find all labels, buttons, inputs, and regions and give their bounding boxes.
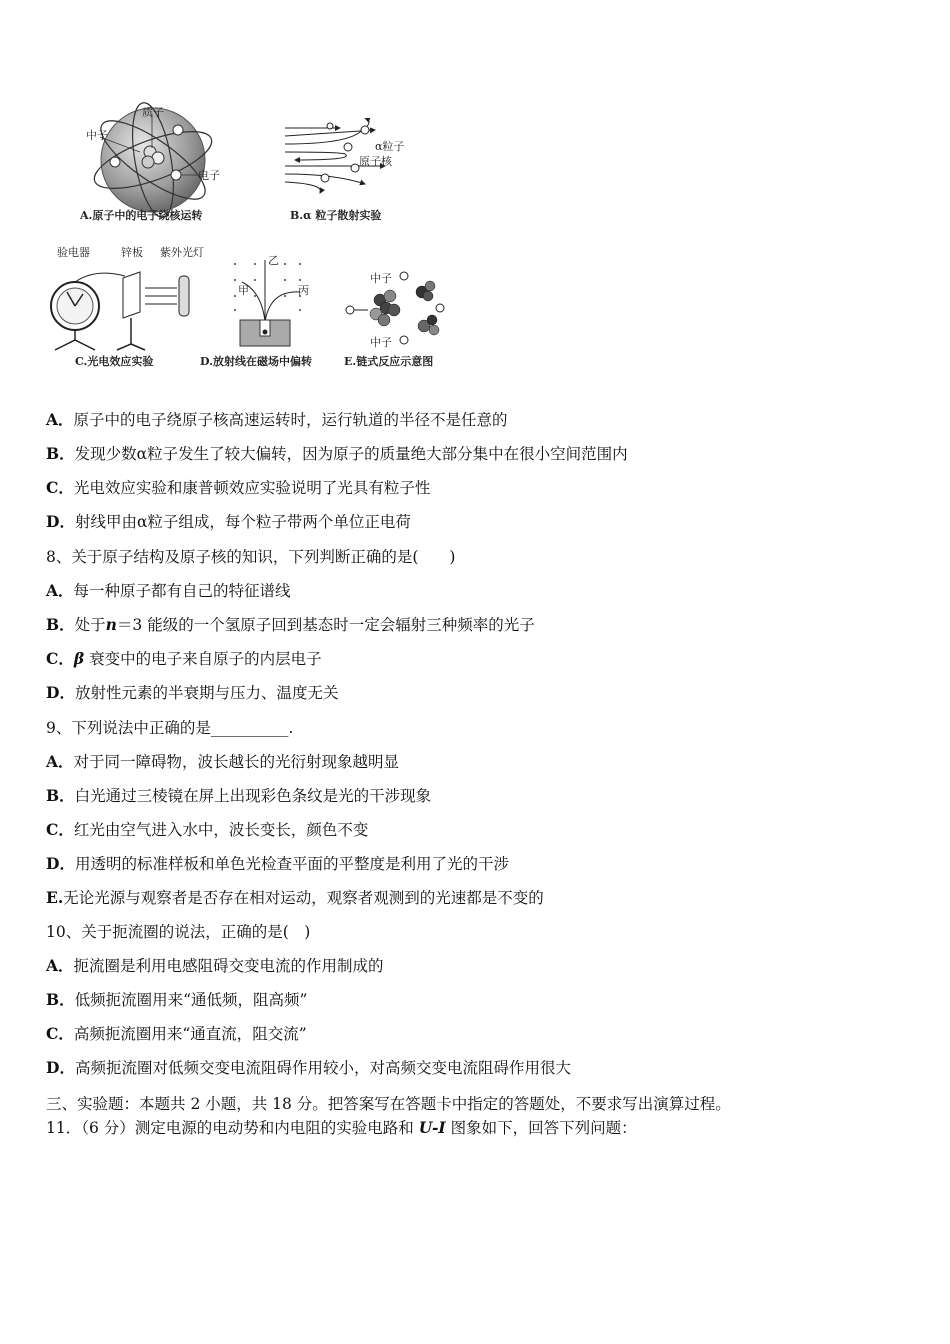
option-text: 用透明的标准样板和单色光检查平面的平整度是利用了光的干涉 [74, 855, 509, 873]
option-d-q9 [46, 854, 509, 874]
label-neutron-top: 中子 [370, 272, 392, 285]
option-b-q9 [46, 786, 431, 806]
option-text: 红光由空气进入水中，波长变长，颜色不变 [73, 821, 369, 839]
option-text: 放射性元素的半衰期与压力、温度无关 [74, 684, 339, 702]
option-c-q7 [46, 478, 430, 498]
option-label: B． [46, 444, 75, 463]
option-label: D． [46, 683, 75, 702]
option-text-prefix: 处于 [74, 616, 106, 634]
option-a-q7 [46, 410, 508, 430]
label-ray-yi: 乙 [268, 254, 279, 267]
option-text: 对于同一障碍物，波长越长的光衍射现象越明显 [73, 753, 400, 771]
caption-figure-c: C.光电效应实验 [75, 355, 154, 368]
option-c-q9 [46, 820, 368, 840]
option-label: D． [46, 854, 75, 873]
option-text: 白光通过三棱镜在屏上出现彩色条纹是光的干涉现象 [74, 787, 432, 805]
option-text: 衰变中的电子来自原子的内层电子 [84, 650, 322, 668]
option-a-q10 [46, 956, 384, 976]
label-alpha-particle: α粒子 [375, 140, 405, 153]
option-b-q7 [46, 444, 628, 464]
label-electron: 电子 [198, 169, 220, 182]
option-text: 高频扼流圈对低频交变电流阻碍作用较小，对高频交变电流阻碍作用很大 [74, 1059, 571, 1077]
variable-n: n [105, 615, 117, 634]
option-label: C． [46, 820, 74, 839]
question-number: 9、 [46, 719, 72, 737]
caption-figure-e: E.链式反应示意图 [344, 355, 434, 368]
option-label: A． [46, 410, 74, 429]
label-electroscope: 验电器 [57, 246, 90, 259]
question-text: 关于扼流圈的说法，正确的是( ) [81, 923, 311, 941]
label-neutron: 中子 [86, 129, 108, 142]
question-number: 8、 [46, 548, 72, 566]
option-d-q8 [46, 683, 338, 703]
variable-u-i: U-I [418, 1118, 446, 1137]
option-c-q10 [46, 1024, 307, 1044]
option-text: ＝3 能级的一个氢原子回到基态时一定会辐射三种频率的光子 [116, 616, 535, 634]
section-text: 实验题：本题共 2 小题，共 18 分。把答案写在答题卡中指定的答题处，不要求写出演算过程。 [77, 1095, 731, 1113]
option-text: 高频扼流圈用来“通直流，阻交流” [73, 1025, 307, 1043]
option-label: A． [46, 752, 74, 771]
option-b-q10 [46, 990, 307, 1010]
question-11 [46, 1118, 637, 1138]
option-text: 发现少数α粒子发生了较大偏转，因为原子的质量绝大部分集中在很小空间范围内 [74, 445, 628, 463]
question-text: 图象如下，回答下列问题： [445, 1119, 637, 1137]
label-neutron-bottom: 中子 [370, 336, 392, 349]
option-label: C． [46, 478, 74, 497]
caption-figure-b: B.α 粒子散射实验 [290, 209, 382, 222]
option-label: D． [46, 1058, 75, 1077]
option-c-q8 [46, 649, 322, 669]
caption-figure-d: D.放射线在磁场中偏转 [200, 355, 312, 368]
option-label: C． [46, 1024, 74, 1043]
option-d-q10 [46, 1058, 571, 1078]
figure-atom-model [80, 100, 280, 225]
option-label: E. [46, 888, 64, 907]
section-3-heading [46, 1094, 731, 1114]
question-text: 下列说法中正确的是__________. [71, 719, 294, 737]
option-a-q8 [46, 581, 291, 601]
chain-reaction-illustration [340, 268, 455, 348]
figure-photoelectric [45, 244, 205, 369]
question-number: 11． [46, 1119, 82, 1137]
caption-figure-a: A.原子中的电子绕核运转 [80, 209, 203, 222]
option-label: B． [46, 615, 75, 634]
label-nucleus: 原子核 [359, 155, 392, 168]
figure-radiation-deflection [200, 252, 335, 370]
option-e-q9 [46, 888, 544, 908]
variable-beta: β [73, 649, 85, 668]
figure-alpha-scattering [285, 118, 435, 224]
question-8 [46, 547, 455, 567]
figure-chain-reaction [340, 268, 455, 370]
option-label: B． [46, 786, 75, 805]
option-label: D． [46, 512, 75, 531]
question-10 [46, 922, 310, 942]
label-ray-bing: 丙 [298, 284, 309, 297]
question-text-prefix: （6 分）测定电源的电动势和内电阻的实验电路和 [81, 1119, 419, 1137]
option-text: 原子中的电子绕原子核高速运转时，运行轨道的半径不是任意的 [73, 411, 508, 429]
option-text: 每一种原子都有自己的特征谱线 [73, 582, 291, 600]
question-9 [46, 718, 293, 738]
label-ray-jia: 甲 [238, 284, 249, 297]
photoelectric-illustration [45, 258, 205, 358]
question-number: 10、 [46, 923, 82, 941]
option-label: A． [46, 581, 74, 600]
option-text: 光电效应实验和康普顿效应实验说明了光具有粒子性 [73, 479, 431, 497]
option-label: B． [46, 990, 75, 1009]
option-a-q9 [46, 752, 399, 772]
option-label: C． [46, 649, 74, 668]
label-zinc-plate: 锌板 [121, 246, 143, 259]
section-number: 三、 [46, 1095, 78, 1113]
option-text: 无论光源与观察者是否存在相对运动，观察者观测到的光速都是不变的 [63, 889, 544, 907]
option-label: A． [46, 956, 74, 975]
option-text: 低频扼流圈用来“通低频，阻高频” [74, 991, 308, 1009]
label-proton: 质子 [142, 106, 164, 119]
question-text: 关于原子结构及原子核的知识，下列判断正确的是( ) [71, 548, 456, 566]
label-uv-lamp: 紫外光灯 [160, 246, 204, 259]
option-text: 射线甲由α粒子组成，每个粒子带两个单位正电荷 [74, 513, 411, 531]
option-b-q8 [46, 615, 535, 635]
option-d-q7 [46, 512, 411, 532]
option-text: 扼流圈是利用电感阻碍交变电流的作用制成的 [73, 957, 384, 975]
